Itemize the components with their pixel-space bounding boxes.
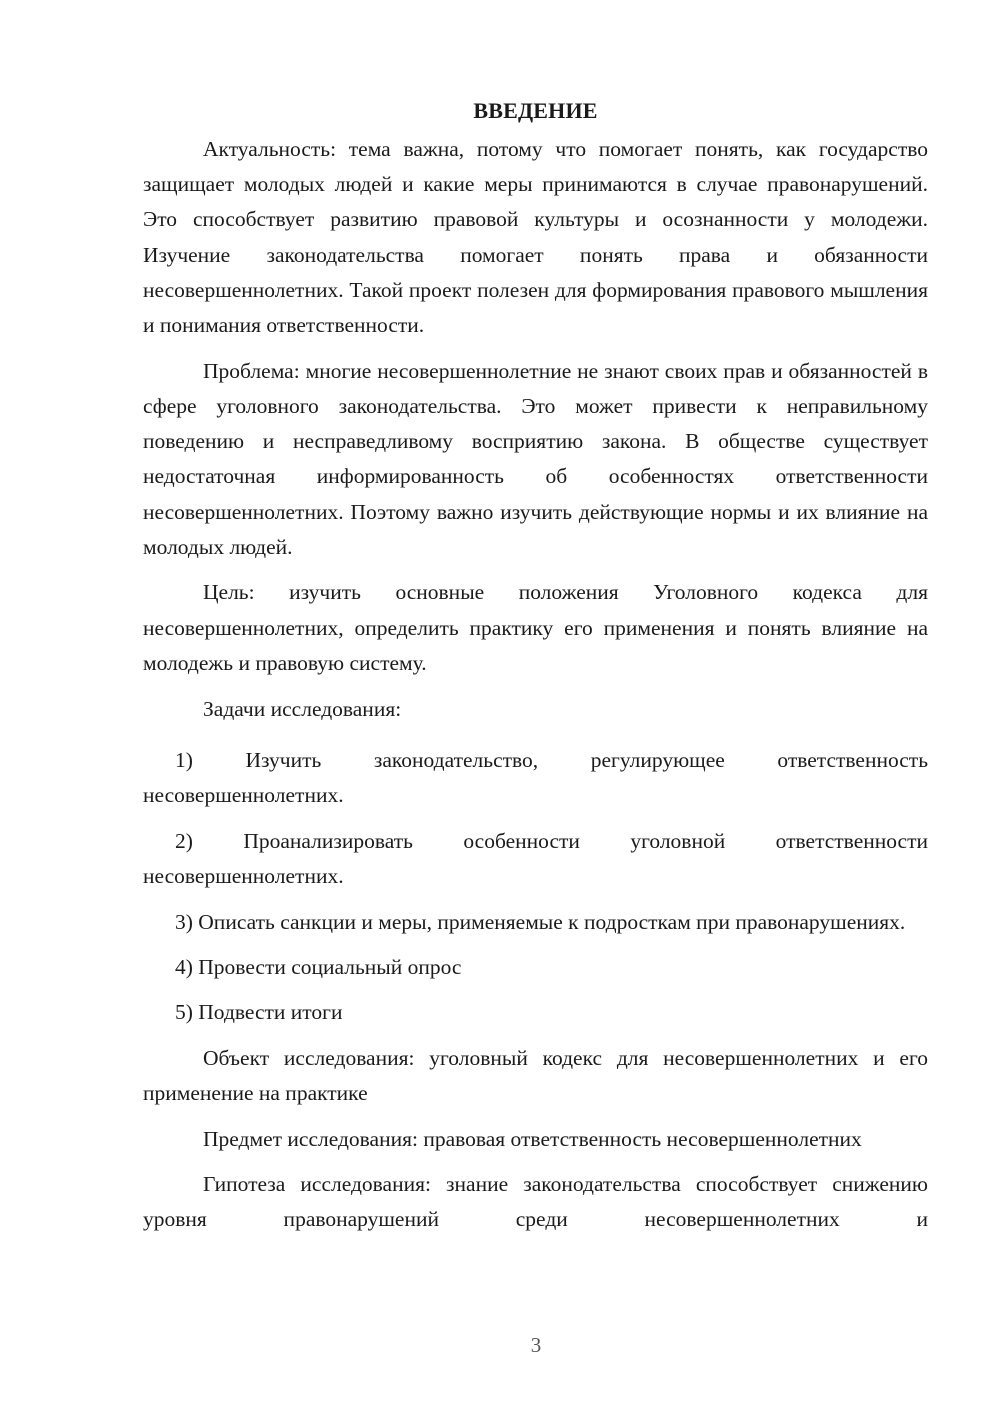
page-title: ВВЕДЕНИЕ	[473, 98, 598, 123]
relevance-paragraph: Актуальность: тема важна, потому что помогает понять, как государство защищает молодых людей и какие меры принимаются в случае правонарушений. Это способствует развитию правовой культуры и осознанности у молодежи. Изучение законодательства помогает понять права и обязанности несовершеннолетних. Такой проект полезен для формирования правового мышления и понимания ответственности.	[143, 137, 928, 338]
task-item-1: 1) Изучить законодательство, регулирующее ответственность несовершеннолетних.	[143, 747, 928, 807]
tasks-heading: Задачи исследования:	[203, 696, 402, 721]
problem-paragraph: Проблема: многие несовершеннолетние не знают своих прав и обязанностей в сфере уголовного законодательства. Это может привести к неправильному поведению и несправедливому восприятию закона. В обществе существует недостаточная информированность об особенностях ответственности несовершеннолетних. Поэтому важно изучить действующие нормы и их влияние на молодых людей.	[143, 358, 928, 559]
task-item-4: 4) Провести социальный опрос	[175, 955, 462, 980]
subject-paragraph: Предмет исследования: правовая ответственность несовершеннолетних	[203, 1126, 862, 1151]
task-item-5: 5) Подвести итоги	[175, 1000, 343, 1025]
task-item-3: 3) Описать санкции и меры, применяемые к подросткам при правонарушениях.	[175, 909, 906, 934]
page-content	[143, 93, 928, 1248]
object-paragraph: Объект исследования: уголовный кодекс для несовершеннолетних и его применение на практике	[143, 1045, 928, 1105]
page-number: 3	[530, 1333, 542, 1357]
hypothesis-paragraph: Гипотеза исследования: знание законодательства способствует снижению уровня правонарушений среди несовершеннолетних и	[143, 1172, 928, 1232]
goal-paragraph: Цель: изучить основные положения Уголовного кодекса для несовершеннолетних, определить практику его применения и понять влияние на молодежь и правовую систему.	[143, 580, 928, 675]
task-item-2: 2) Проанализировать особенности уголовной ответственности несовершеннолетних.	[143, 828, 928, 888]
